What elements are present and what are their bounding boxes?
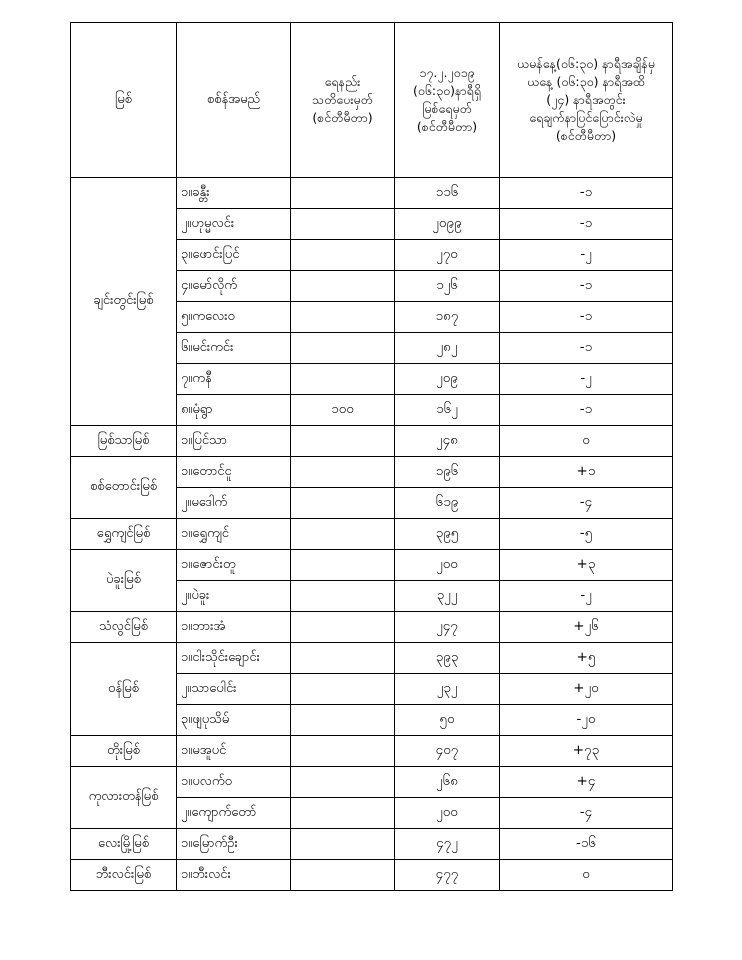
- current-level-cell: ၃၂၂: [395, 581, 500, 612]
- warning-level-cell: [291, 240, 395, 271]
- level-change-cell: -၄: [500, 488, 673, 519]
- station-name-cell: ၇။ကနီ: [177, 364, 291, 395]
- station-name-cell: ၂။မဒေါက်: [177, 488, 291, 519]
- level-change-cell: +၇၃: [500, 736, 673, 767]
- station-name-cell: ၁။ဘီးလင်း: [177, 860, 291, 891]
- level-change-cell: +၃: [500, 550, 673, 581]
- current-level-cell: ၄၇၂: [395, 829, 500, 860]
- station-name-cell: ၂။ကျောက်တော်: [177, 798, 291, 829]
- warning-level-cell: [291, 426, 395, 457]
- document-sheet: [70, 22, 672, 891]
- level-change-cell: -၄: [500, 798, 673, 829]
- river-name-cell: ဘီးလင်းမြစ်: [71, 860, 177, 891]
- column-header-station: စစ်န်အမည်: [177, 23, 291, 178]
- warn-header-line-1: ရေနည်း: [324, 73, 361, 89]
- current-level-cell: ၂၇၀: [395, 240, 500, 271]
- station-name-cell: ၁။ဇောင်းတူ: [177, 550, 291, 581]
- warning-level-cell: [291, 519, 395, 550]
- warning-level-cell: [291, 829, 395, 860]
- level-change-cell: ၀: [500, 426, 673, 457]
- level-change-cell: +၅: [500, 643, 673, 674]
- table-header: [71, 23, 673, 178]
- warning-level-cell: [291, 798, 395, 829]
- station-name-cell: ၁။ငါးသိုင်းချောင်း: [177, 643, 291, 674]
- level-change-cell: +၂၀: [500, 674, 673, 705]
- station-name-cell: ၁။ဘားအံ: [177, 612, 291, 643]
- river-name-cell: လေးမြို့မြစ်: [71, 829, 177, 860]
- table-row: [71, 550, 673, 581]
- change-header-line-4: ရေချက်နာပြင်ပြောင်းလဲမှု: [529, 110, 643, 126]
- current-level-cell: ၂၄၇: [395, 612, 500, 643]
- level-change-cell: -၅: [500, 519, 673, 550]
- change-header-line-1: ယမန်နေ့(၀၆:၃၀) နာရီအချိန်မှ: [517, 55, 655, 71]
- level-change-cell: -၁: [500, 395, 673, 426]
- level-change-cell: -၂: [500, 364, 673, 395]
- change-header-line-3: (၂၄) နာရီအတွင်း: [546, 91, 626, 107]
- warning-level-cell: ၁၀၀: [291, 395, 395, 426]
- table-row: [71, 457, 673, 488]
- warning-level-cell: [291, 550, 395, 581]
- warning-level-cell: [291, 643, 395, 674]
- column-header-change: [500, 23, 673, 178]
- river-name-cell: သံလွင်မြစ်: [71, 612, 177, 643]
- current-level-cell: ၅၀: [395, 705, 500, 736]
- station-name-cell: ၁။ခန္တီး: [177, 178, 291, 209]
- warning-level-cell: [291, 457, 395, 488]
- warning-level-cell: [291, 612, 395, 643]
- river-levels-table: [70, 22, 673, 891]
- level-change-cell: +၄: [500, 767, 673, 798]
- table-row: [71, 519, 673, 550]
- current-level-cell: ၃၉၃: [395, 643, 500, 674]
- column-header-current-level: [395, 23, 500, 178]
- current-level-cell: ၂၃၂: [395, 674, 500, 705]
- current-level-cell: ၂၈၂: [395, 333, 500, 364]
- level-header-line-2: (၀၆:၃၀)နာရီရှိ: [412, 82, 482, 98]
- warning-level-cell: [291, 488, 395, 519]
- station-name-cell: ၄။မော်လိုက်: [177, 271, 291, 302]
- table-row: [71, 426, 673, 457]
- level-change-cell: -၂: [500, 240, 673, 271]
- level-change-cell: -၁: [500, 178, 673, 209]
- level-change-cell: -၁၆: [500, 829, 673, 860]
- river-name-cell: ဝန်မြစ်: [71, 643, 177, 736]
- table-row: [71, 643, 673, 674]
- column-header-river: မြစ်: [71, 23, 177, 178]
- warning-level-cell: [291, 767, 395, 798]
- table-body: [71, 178, 673, 891]
- warning-level-cell: [291, 705, 395, 736]
- warning-level-cell: [291, 209, 395, 240]
- level-header-line-3: မြစ်ရေမှတ်: [422, 101, 472, 116]
- current-level-cell: ၂၀၉၉: [395, 209, 500, 240]
- level-header-line-4: (စင်တီမီတာ): [416, 119, 478, 135]
- current-level-cell: ၂၄၈: [395, 426, 500, 457]
- current-level-cell: ၁၁၆: [395, 178, 500, 209]
- station-name-cell: ၁။ရွှေကျင်: [177, 519, 291, 550]
- river-name-cell: ရွှေကျင်မြစ်: [71, 519, 177, 550]
- change-header-line-2: ယနေ့ (၀၆:၃၀) နာရီအထိ: [527, 73, 645, 89]
- warning-level-cell: [291, 364, 395, 395]
- current-level-cell: ၂၀၀: [395, 550, 500, 581]
- river-name-cell: ချင်းတွင်းမြစ်: [71, 178, 177, 426]
- level-change-cell: -၂: [500, 581, 673, 612]
- level-change-cell: +၁: [500, 457, 673, 488]
- level-change-cell: ၀: [500, 860, 673, 891]
- table-row: [71, 829, 673, 860]
- table-row: [71, 178, 673, 209]
- current-level-cell: ၁၈၇: [395, 302, 500, 333]
- warning-level-cell: [291, 860, 395, 891]
- level-change-cell: -၁: [500, 302, 673, 333]
- level-change-cell: -၁: [500, 271, 673, 302]
- current-level-cell: ၆၁၉: [395, 488, 500, 519]
- river-name-cell: တိုးမြစ်: [71, 736, 177, 767]
- current-level-cell: ၂၀၉: [395, 364, 500, 395]
- current-level-cell: ၄၇၇: [395, 860, 500, 891]
- station-name-cell: ၃။ဖောင်းပြင်: [177, 240, 291, 271]
- table-row: [71, 736, 673, 767]
- river-name-cell: ကုလားတန်မြစ်: [71, 767, 177, 829]
- station-name-cell: ၁။ပလက်ဝ: [177, 767, 291, 798]
- station-name-cell: ၂။ဟုမ္မလင်း: [177, 209, 291, 240]
- header-row: [71, 23, 673, 178]
- level-change-cell: -၁: [500, 333, 673, 364]
- current-level-cell: ၄၀၇: [395, 736, 500, 767]
- table-row: [71, 860, 673, 891]
- table-row: [71, 767, 673, 798]
- table-row: [71, 612, 673, 643]
- current-level-cell: ၁၆၂: [395, 395, 500, 426]
- current-level-cell: ၂၀၀: [395, 798, 500, 829]
- warning-level-cell: [291, 333, 395, 364]
- station-name-cell: ၆။မင်းကင်း: [177, 333, 291, 364]
- station-name-cell: ၁။တောင်ငူ: [177, 457, 291, 488]
- warning-level-cell: [291, 674, 395, 705]
- station-name-cell: ၈။မုံရွာ: [177, 395, 291, 426]
- warning-level-cell: [291, 178, 395, 209]
- column-header-warning-level: [291, 23, 395, 178]
- station-name-cell: ၁။ပြင်သာ: [177, 426, 291, 457]
- river-name-cell: စစ်တောင်းမြစ်: [71, 457, 177, 519]
- warning-level-cell: [291, 581, 395, 612]
- current-level-cell: ၂၆၈: [395, 767, 500, 798]
- station-name-cell: ၂။သာပေါင်း: [177, 674, 291, 705]
- warning-level-cell: [291, 271, 395, 302]
- warn-header-line-2: သတိပေးမှတ်: [312, 91, 373, 107]
- river-name-cell: ပဲခူးမြစ်: [71, 550, 177, 612]
- current-level-cell: ၁၂၆: [395, 271, 500, 302]
- warning-level-cell: [291, 736, 395, 767]
- level-change-cell: +၂၆: [500, 612, 673, 643]
- station-name-cell: ၁။မြောက်ဦး: [177, 829, 291, 860]
- station-name-cell: ၂။ပဲခူး: [177, 581, 291, 612]
- level-header-line-1: ၁၇.၂.၂၀၁၉: [419, 64, 475, 80]
- level-change-cell: -၁: [500, 209, 673, 240]
- change-header-line-5: (စင်တီမီတာ): [555, 128, 617, 144]
- station-name-cell: ၅။ကလေးဝ: [177, 302, 291, 333]
- warn-header-line-3: (စင်တီမီတာ): [312, 110, 373, 126]
- current-level-cell: ၁၉၆: [395, 457, 500, 488]
- river-name-cell: မြစ်သာမြစ်: [71, 426, 177, 457]
- station-name-cell: ၁။မအူပင်: [177, 736, 291, 767]
- current-level-cell: ၃၉၅: [395, 519, 500, 550]
- station-name-cell: ၃။ဖျပုသိမ်: [177, 705, 291, 736]
- level-change-cell: -၂၀: [500, 705, 673, 736]
- warning-level-cell: [291, 302, 395, 333]
